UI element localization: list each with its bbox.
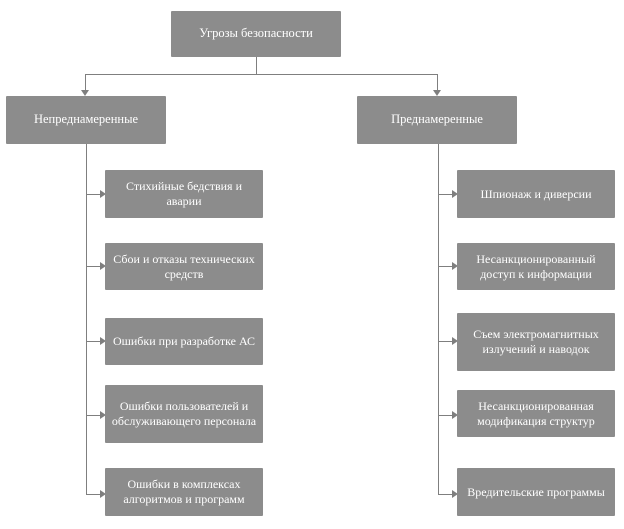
node-leaf-right-4[interactable] [457,390,615,437]
node-root[interactable] [171,11,341,57]
node-leaf-left-4-label: Ошибки пользователей и обслуживающего персонала [111,399,257,428]
node-leaf-right-5-label: Вредительские программы [467,484,605,499]
node-leaf-left-3-label: Ошибки при разработке АС [112,334,256,348]
node-leaf-left-4[interactable] [105,385,263,443]
node-leaf-right-1[interactable] [457,170,615,218]
node-leaf-left-1-label: Стихийные бедствия и аварии [126,179,242,208]
node-branch-intentional-label: Преднамеренные [391,112,483,127]
node-leaf-left-2[interactable] [105,243,263,290]
node-leaf-right-5[interactable] [457,468,615,516]
node-leaf-left-3[interactable] [105,318,263,365]
node-branch-unintentional[interactable] [6,96,166,144]
node-leaf-right-1-label: Шпионаж и диверсии [480,186,592,201]
node-root-label: Угрозы безопасности [199,26,313,41]
connector-right-spine [438,144,439,495]
node-leaf-right-3-label: Съем электромагнитных излучений и наводок [473,327,599,356]
connector-root-stem [256,57,257,75]
node-leaf-left-2-label: Сбои и отказы технических средств [113,251,255,281]
node-branch-intentional[interactable] [357,96,517,144]
node-leaf-left-5-label: Ошибки в комплексах алгоритмов и программ [123,477,245,506]
connector-root-bus [85,74,437,75]
node-branch-unintentional-label: Непреднамеренные [33,112,139,127]
connector-left-spine [86,144,87,495]
node-leaf-left-5[interactable] [105,468,263,516]
node-leaf-right-3[interactable] [457,313,615,371]
node-leaf-right-2[interactable] [457,243,615,290]
node-leaf-right-2-label: Несанкционированный доступ к информации [476,251,596,281]
node-leaf-left-1[interactable] [105,170,263,218]
node-leaf-right-4-label: Несанкционированная модификация структур [477,398,595,428]
